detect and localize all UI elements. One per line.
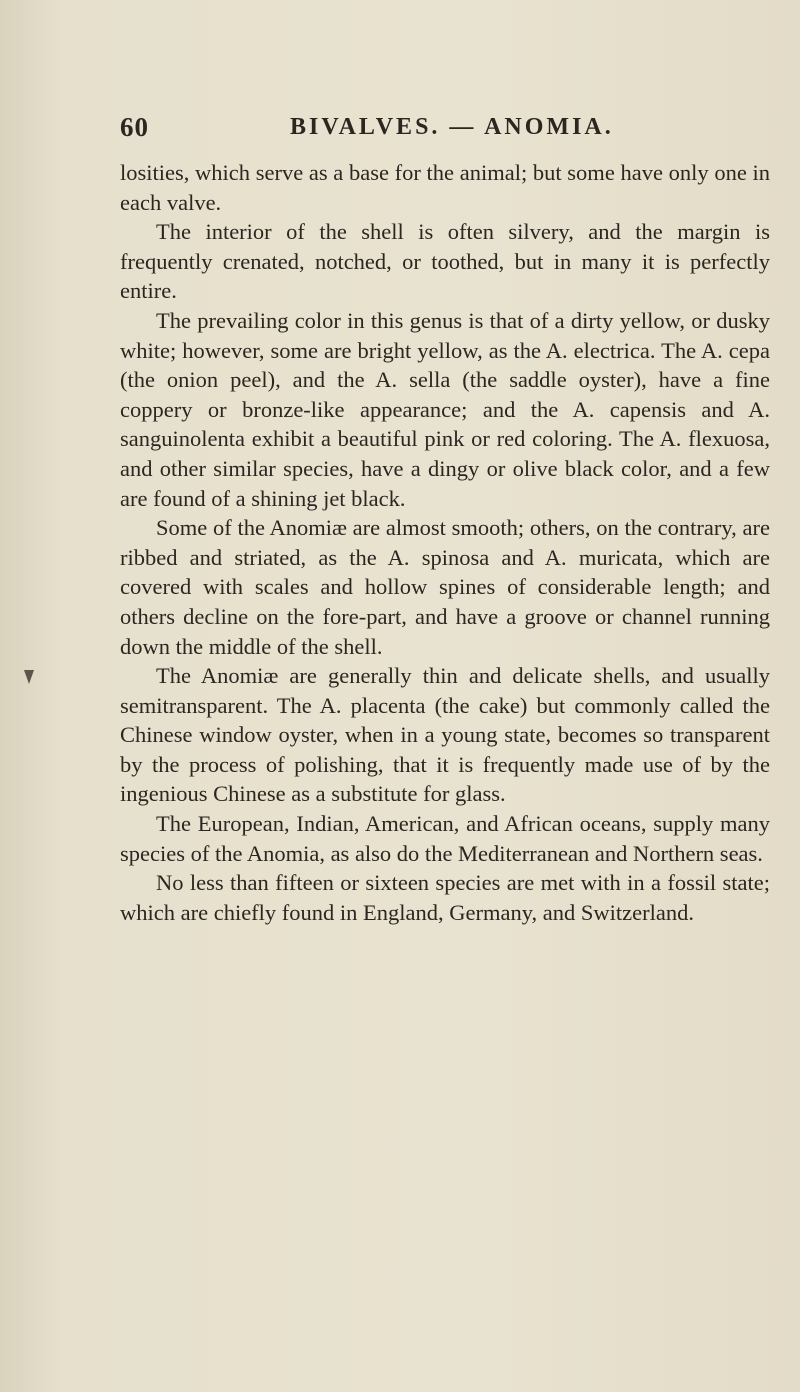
page-number: 60 — [120, 112, 149, 142]
margin-arrow-mark — [24, 670, 34, 684]
paragraph-3: The prevailing color in this genus is that of a dirty yellow, or dusky white; however, some are bright yellow, as the A. electrica. The A. cepa (the onion peel), and the A. sella (the saddle oyster), have a fine coppery or bronze-like appearance; and the A. capensis and A. sanguinolenta exhibit a beautiful pink or red coloring. The A. flexuosa, and other similar species, have a dingy or olive black color, and a few are found of a shining jet black. — [120, 307, 770, 511]
paragraph-2: The interior of the shell is often silvery, and the margin is frequently crenated, notched, or toothed, but in many it is perfectly entire. — [120, 219, 770, 304]
page-header — [120, 112, 760, 152]
body-text — [120, 158, 770, 927]
paragraph-7: No less than fifteen or sixteen species are met with in a fossil state; which are chiefly found in England, Germany, and Switzerland. — [120, 870, 770, 925]
paragraph-1: losities, which serve as a base for the animal; but some have only one in each valve. — [120, 160, 770, 215]
paragraph-6: The European, Indian, American, and African oceans, supply many species of the Anomia, as also do the Mediterranean and Northern seas. — [120, 811, 770, 866]
paragraph-4: Some of the Anomiæ are almost smooth; others, on the contrary, are ribbed and striated, as the A. spinosa and A. muricata, which are covered with scales and hollow spines of considerable length; and others decline on the fore-part, and have a groove or channel running down the middle of the shell. — [120, 515, 770, 659]
running-head: BIVALVES. — ANOMIA. — [290, 114, 614, 140]
paragraph-5: The Anomiæ are generally thin and delicate shells, and usually semitransparent. The A. placenta (the cake) but commonly called the Chinese window oyster, when in a young state, becomes so transparent by the process of polishing, that it is frequently made use of by the ingenious Chinese as a substitute for glass. — [120, 663, 770, 807]
